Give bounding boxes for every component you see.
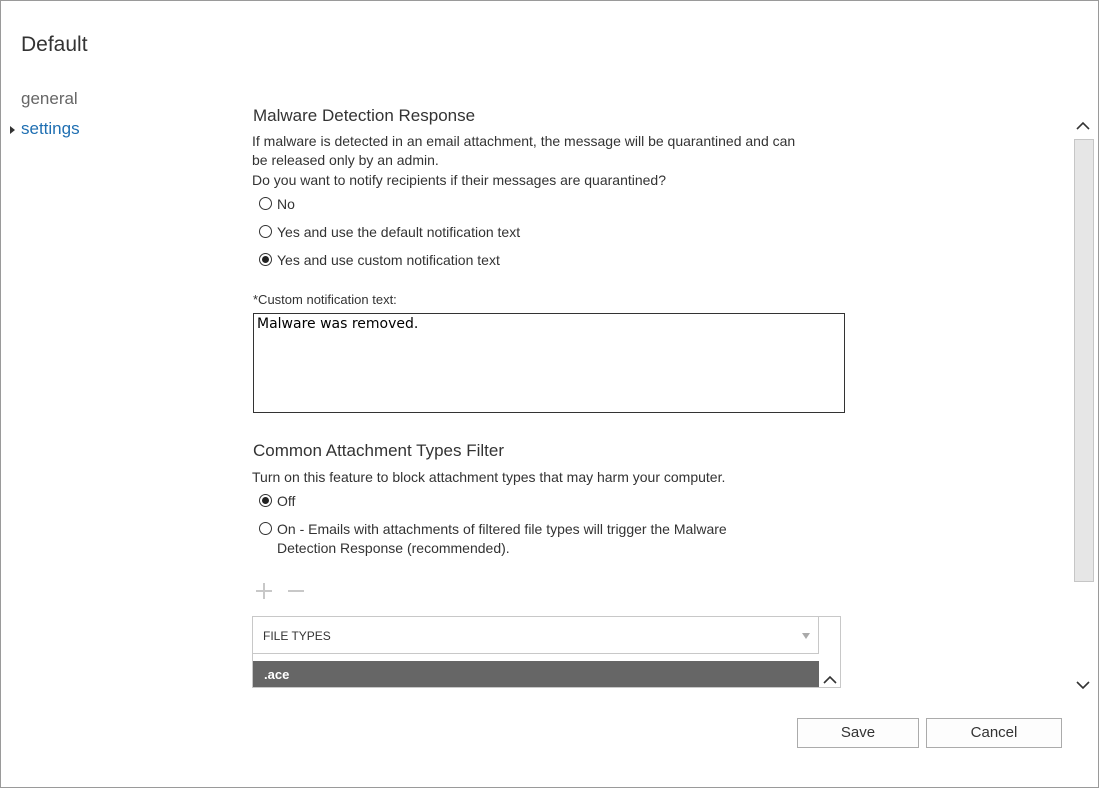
nav-selected-caret-icon xyxy=(10,126,15,134)
custom-text-label: *Custom notification text: xyxy=(253,292,397,307)
radio-label-default-text: Yes and use the default notification text xyxy=(277,224,521,240)
radio-no[interactable] xyxy=(259,197,272,210)
file-types-header-label: FILE TYPES xyxy=(263,629,331,643)
nav-item-general[interactable]: general xyxy=(21,89,78,108)
file-types-table xyxy=(252,616,841,688)
table-row[interactable] xyxy=(253,661,819,688)
radio-label-no: No xyxy=(277,196,295,212)
malware-section-heading: Malware Detection Response xyxy=(253,106,476,125)
minus-icon[interactable] xyxy=(286,581,306,601)
radio-filter-on[interactable] xyxy=(259,522,272,535)
save-button[interactable]: Save xyxy=(797,718,919,748)
radio-label-filter-on-line2: Detection Response (recommended). xyxy=(277,540,510,556)
nav-item-settings[interactable]: settings xyxy=(21,119,80,138)
radio-label-filter-on xyxy=(277,520,727,558)
sort-down-icon[interactable] xyxy=(802,633,810,639)
file-types-column-header[interactable] xyxy=(253,617,819,654)
cancel-button[interactable]: Cancel xyxy=(926,718,1062,748)
notify-option-default-text[interactable] xyxy=(259,223,520,242)
scroll-down-icon[interactable] xyxy=(1075,677,1091,693)
page-title: Default xyxy=(21,33,88,56)
content-scrollbar[interactable] xyxy=(1071,113,1095,697)
scrollbar-thumb[interactable] xyxy=(1074,139,1094,582)
malware-description-line2: be released only by an admin. xyxy=(252,152,439,168)
malware-description-line1: If malware is detected in an email attachment, the message will be quarantined and can xyxy=(252,133,796,149)
radio-label-filter-on-line1: On - Emails with attachments of filtered file types will trigger the Malware xyxy=(277,521,727,537)
radio-custom-text[interactable] xyxy=(259,253,272,266)
radio-default-text[interactable] xyxy=(259,225,272,238)
notify-option-no[interactable] xyxy=(259,195,295,214)
notify-question: Do you want to notify recipients if their messages are quarantined? xyxy=(252,172,667,188)
attachment-filter-description: Turn on this feature to block attachment types that may harm your computer. xyxy=(252,469,726,485)
custom-notification-textarea[interactable] xyxy=(253,313,845,413)
filter-option-on[interactable] xyxy=(259,520,727,558)
notify-option-custom-text[interactable] xyxy=(259,251,500,270)
scroll-up-icon[interactable] xyxy=(1075,117,1091,133)
radio-filter-off[interactable] xyxy=(259,494,272,507)
table-cell-file-type: .ace xyxy=(264,667,290,682)
radio-label-custom-text: Yes and use custom notification text xyxy=(277,252,500,268)
filter-option-off[interactable] xyxy=(259,492,295,511)
plus-icon[interactable] xyxy=(254,581,274,601)
radio-label-filter-off: Off xyxy=(277,493,296,509)
table-scroll-up-icon[interactable] xyxy=(822,671,838,687)
attachment-filter-heading: Common Attachment Types Filter xyxy=(253,441,505,460)
